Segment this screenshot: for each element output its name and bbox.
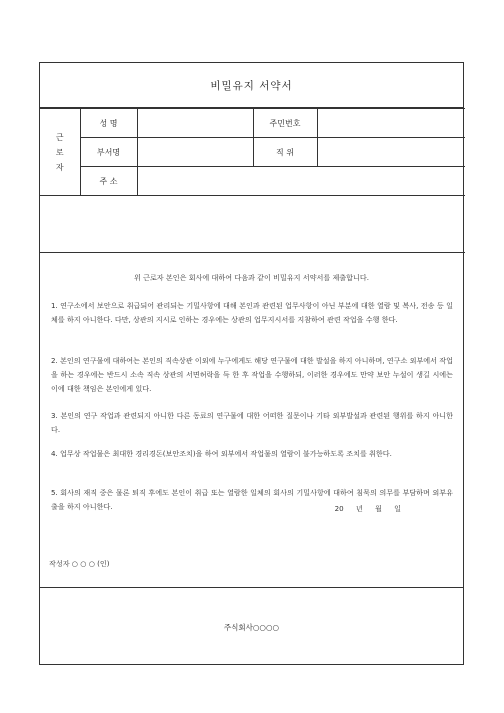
resident-number-label: 주민번호: [253, 109, 317, 138]
worker-label-char: 근: [55, 132, 64, 142]
position-label: 직 위: [253, 138, 317, 167]
department-field[interactable]: [137, 138, 253, 167]
writer-line: 작성자 ○ ○ ○ (인): [49, 559, 110, 568]
worker-section-label: [40, 109, 80, 196]
address-label: 주 소: [80, 167, 137, 196]
worker-info-table: [40, 108, 465, 253]
company-name: 주식회사○○○○: [40, 587, 463, 666]
agreement-body: [40, 252, 463, 619]
clause-2: 2. 본인의 연구물에 대하여는 본인의 직속상관 이외에 누구에게도 해당 연구물에 대한 발설을 하지 아니하며, 연구소 외부에서 작업을 하는 경우에는 반드시 소속 직속 상관의 서면허락을 득 한 후 작업을 수행하되, 이러한 경우에도 만약 보안 누설이 생길 시에는 이에 대한 책임은 본인에게 있다.: [51, 356, 453, 393]
form-title: 비밀유지 서약서: [40, 63, 463, 108]
info-spacer: [40, 196, 465, 253]
clause-1: 1. 연구소에서 보안으로 취급되어 관리되는 기밀사항에 대해 본인과 관련된 업무사항이 아닌 부분에 대한 열람 및 복사, 전송 등 일체를 하지 아니한다. 다만, 상관의 지시로 인하는 경우에는 상관의 업무지시서를 지참하여 관련 작업을 수행 한다.: [51, 301, 453, 324]
name-label: 성 명: [80, 109, 137, 138]
resident-number-field[interactable]: [317, 109, 465, 138]
worker-label-char: 로: [55, 147, 64, 157]
address-field[interactable]: [137, 167, 465, 196]
clause-5: 5. 회사의 재직 중은 물론 퇴직 후에도 본인이 취급 또는 열람한 일체의 회사의 기밀사항에 대하여 침묵의 의무를 부담하며 외부유출을 하지 아니한다.: [51, 488, 453, 511]
position-field[interactable]: [317, 138, 465, 167]
agreement-form: [39, 62, 464, 665]
department-label: 부서명: [80, 138, 137, 167]
worker-label-char: 자: [55, 162, 64, 172]
date-line: 20 년 월 일: [334, 504, 401, 513]
clause-3: 3. 본인의 연구 작업과 관련되지 아니한 다른 동료의 연구물에 대한 어떠한 질문이나 기타 외부발설과 관련된 행위를 하지 아니한다.: [51, 411, 453, 434]
clause-4: 4. 업무상 작업물은 최대한 경리경돈(보안조치)을 하여 외부에서 작업물의 열람이 불가능하도록 조치를 취한다.: [51, 449, 392, 458]
name-field[interactable]: [137, 109, 253, 138]
intro-text: 위 근로자 본인은 회사에 대하여 다음과 같이 비밀유지 서약서를 제출합니다.: [134, 273, 369, 282]
